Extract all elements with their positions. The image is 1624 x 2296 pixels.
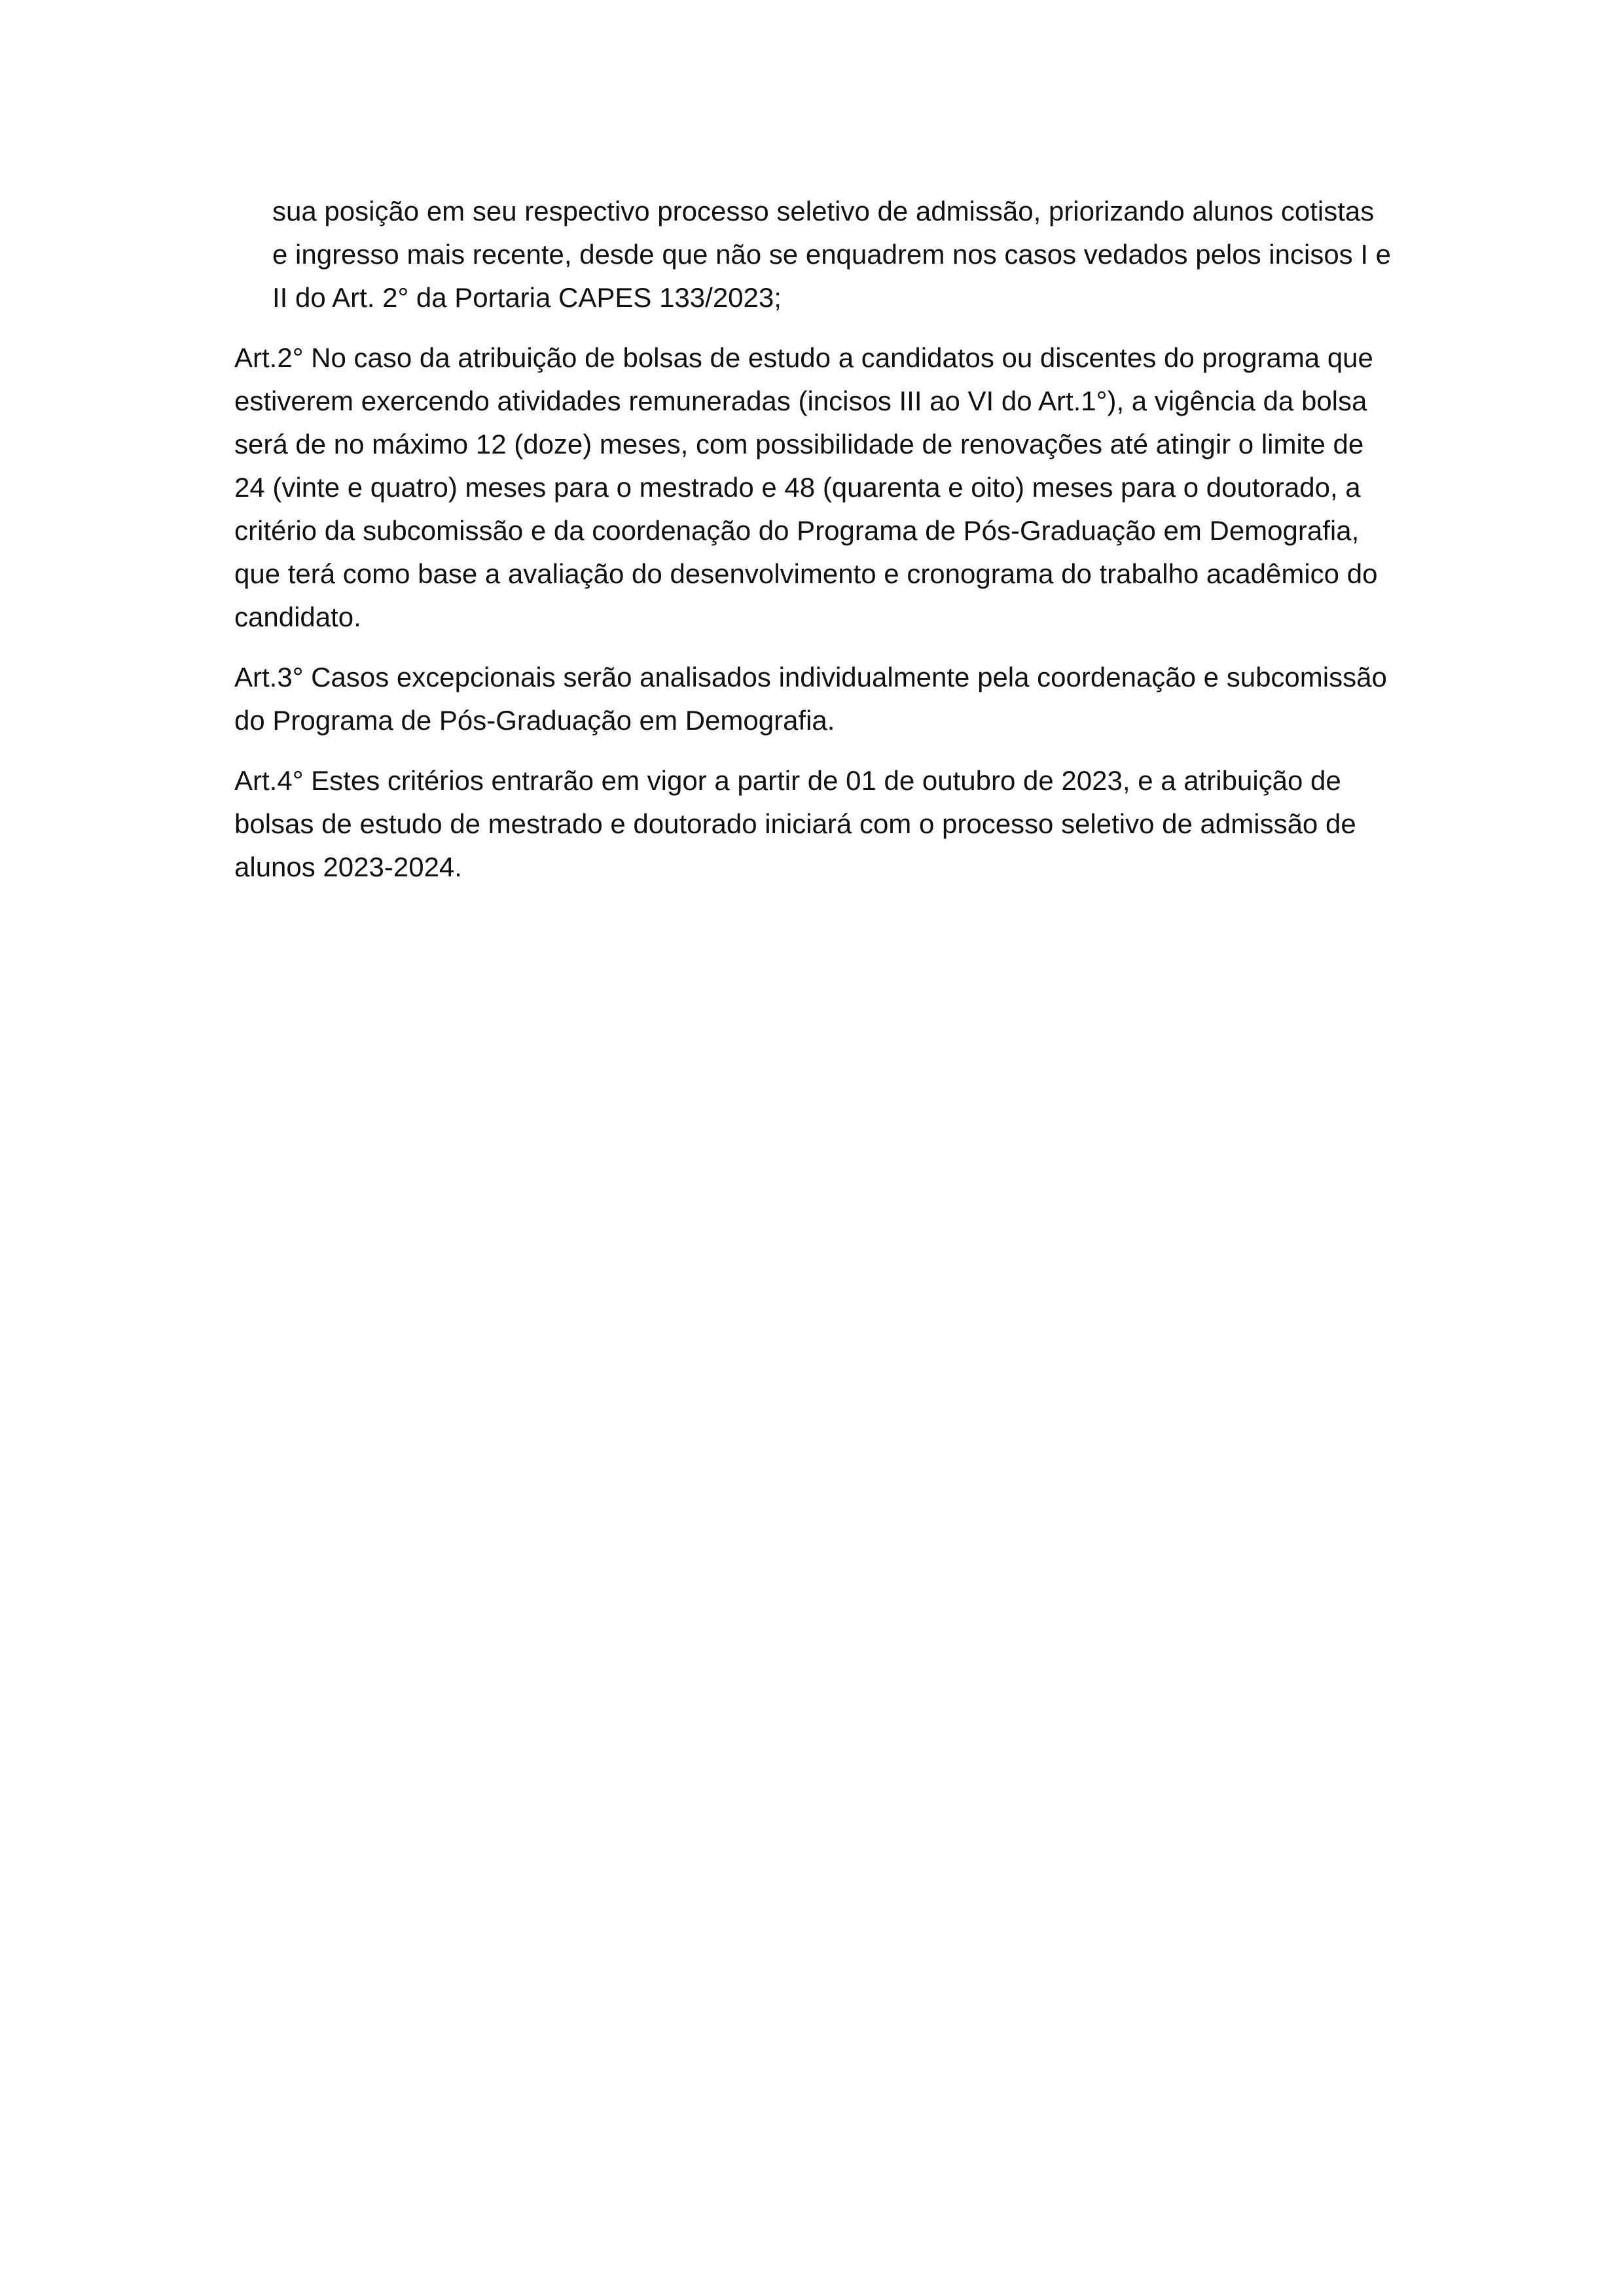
paragraph-art-4: Art.4° Estes critérios entrarão em vigor a partir de 01 de outubro de 2023, e a atribuição de bolsas de estudo de mestrado e doutorado iniciará com o processo seletivo de admissão de alunos 2023-2024. (234, 765, 1356, 882)
document-body (234, 190, 1393, 906)
paragraph-art-2: Art.2° No caso da atribuição de bolsas de estudo a candidatos ou discentes do programa que estiverem exercendo atividades remuneradas (incisos III ao VI do Art.1°), a vigência da bolsa será de no máximo 12 (doze) meses, com possibilidade de renovações até atingir o limite de 24 (vinte e quatro) meses para o mestrado e 48 (quarenta e oito) meses para o doutorado, a critério da subcomissão e da coordenação do Programa de Pós-Graduação em Demografia, que terá como base a avaliação do desenvolvimento e cronograma do trabalho acadêmico do candidato. (234, 342, 1378, 632)
paragraph-continuation: sua posição em seu respectivo processo seletivo de admissão, priorizando alunos cotistas e ingresso mais recente, desde que não se enquadrem nos casos vedados pelos incisos I e II do Art. 2° da Portaria CAPES 133/2023; (272, 196, 1392, 313)
paragraph-art-3: Art.3° Casos excepcionais serão analisados individualmente pela coordenação e subcomissão do Programa de Pós-Graduação em Demografia. (234, 662, 1387, 736)
